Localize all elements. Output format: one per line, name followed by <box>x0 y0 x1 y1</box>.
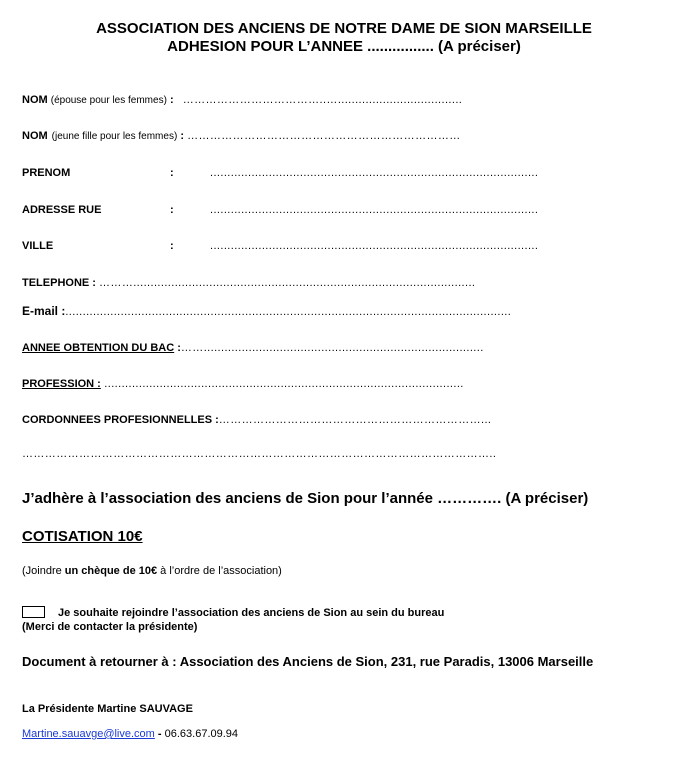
president-phone: 06.63.67.09.94 <box>164 728 239 740</box>
cotisation-title: COTISATION 10€ <box>22 528 143 545</box>
field-adresse-label: ADRESSE RUE <box>22 204 102 216</box>
contact-separator: - <box>154 728 165 740</box>
cotisation-note-post: à l’ordre de l’association) <box>157 565 282 577</box>
field-label: CORDONNEES PROFESIONNELLES : <box>22 414 219 426</box>
field-prenom-dots[interactable]: ............................................................................................... <box>210 167 539 179</box>
field-bac <box>22 342 484 354</box>
field-dots[interactable]: ………………………………..….................................... <box>182 94 463 106</box>
field-colon: : <box>174 342 181 354</box>
field-label: TELEPHONE : <box>22 277 100 289</box>
field-nom-epouse <box>22 94 462 106</box>
return-address: Document à retourner à : Association des Anciens de Sion, 231, rue Paradis, 13006 Marseille <box>22 654 594 669</box>
field-adresse-dots[interactable]: ............................................................................................... <box>210 204 539 216</box>
field-prenom-colon: : <box>170 167 174 179</box>
field-label: ANNEE OBTENTION DU BAC <box>22 342 175 354</box>
field-dots[interactable]: ................................................................................................................................. <box>65 306 512 318</box>
president-name: La Présidente Martine SAUVAGE <box>22 703 193 715</box>
contact-line <box>22 728 238 740</box>
field-ville-label: VILLE <box>22 240 54 252</box>
field-dots[interactable]: ………................................................................................................... <box>99 277 476 289</box>
field-ville-colon: : <box>170 240 174 252</box>
field-prenom-label: PRENOM <box>22 167 71 179</box>
field-dots[interactable]: ........................................................................................................ <box>100 378 464 390</box>
cotisation-note-bold: un chèque de 10€ <box>64 565 158 577</box>
field-dots[interactable]: ……................................................................................. <box>180 342 484 354</box>
field-ville-dots[interactable]: ............................................................................................... <box>210 240 539 252</box>
field-adresse-colon: : <box>170 204 174 216</box>
president-email-link[interactable]: Martine.sauavge@live.com <box>22 728 155 740</box>
cotisation-note <box>22 565 282 577</box>
cotisation-note-pre: (Joindre <box>22 565 65 577</box>
extra-dotted-line[interactable]: …………………………………………………………………………………………………………….. <box>22 448 497 460</box>
bureau-checkbox-label: Je souhaite rejoindre l’association des anciens de Sion au sein du bureau <box>58 607 445 619</box>
header-subtitle: ADHESION POUR L’ANNEE ................ (A préciser) <box>167 38 521 55</box>
field-coordonnees <box>22 414 491 426</box>
field-note: (jeune fille pour les femmes) <box>51 131 178 142</box>
field-note: (épouse pour les femmes) <box>50 95 167 106</box>
field-nom-jeune-fille <box>22 130 461 142</box>
field-telephone <box>22 277 475 289</box>
field-email <box>22 304 511 318</box>
adhesion-statement: J’adhère à l’association des anciens de Sion pour l’année …………. (A préciser) <box>22 490 589 507</box>
field-dots[interactable]: ……………………………………………………………… <box>187 130 461 142</box>
field-label: NOM <box>22 130 48 142</box>
field-dots[interactable]: ……………………………………………………………... <box>218 414 492 426</box>
bureau-sub-note: (Merci de contacter la présidente) <box>22 621 198 633</box>
field-colon: : <box>180 130 185 142</box>
field-colon: : <box>169 94 174 106</box>
field-label: NOM <box>22 94 48 106</box>
field-label: PROFESSION : <box>22 378 101 390</box>
bureau-checkbox[interactable] <box>22 606 45 618</box>
field-profession <box>22 378 464 390</box>
field-label: E-mail : <box>22 304 66 318</box>
header-title: ASSOCIATION DES ANCIENS DE NOTRE DAME DE SION MARSEILLE <box>96 20 592 37</box>
